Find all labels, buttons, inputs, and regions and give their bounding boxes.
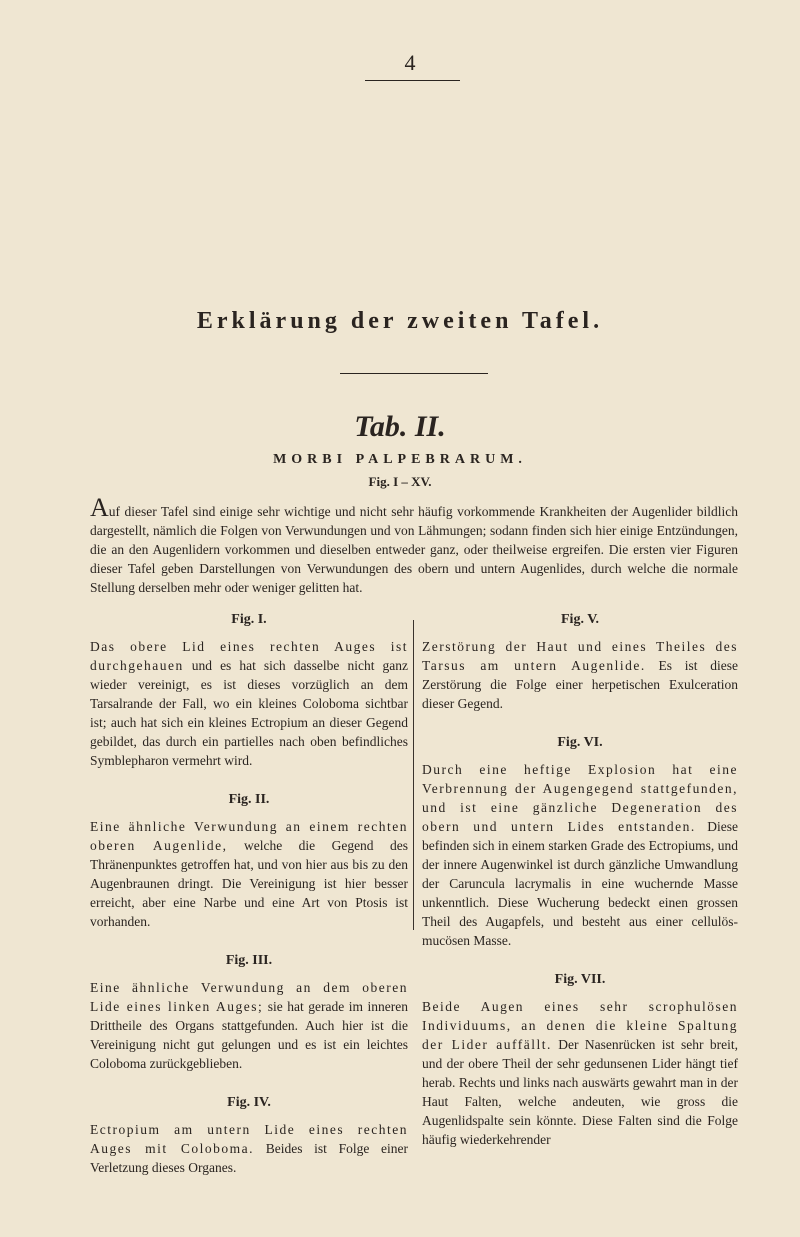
figure-heading: Fig. I.	[231, 612, 267, 627]
intro-text: uf dieser Tafel sind einige sehr wichtige und nicht sehr häufig vorkommende Krankheiten der Augenlider bildlich dargestellt, nämlich die Folgen von Verwundungen und von Lähmungen; sodann finden sich hier einige Entzündungen, die an den Augenlidern vorkommen und dieselben entweder ganz, oder theilweise ergreifen. Die ersten vier Figuren dieser Tafel geben Darstellungen von Verwundungen des obern und untern Augenlides, durch welche die normale Stellung derselben mehr oder weniger gelitten hat.	[90, 504, 738, 595]
figure-heading: Fig. VII.	[554, 972, 606, 987]
figure-heading: Fig. III.	[225, 953, 273, 968]
figure-heading: Fig. VI.	[557, 735, 603, 750]
figure-body: welche die Gegend des Thränenpunktes getroffen hat, und von hier aus bis zu den Augenbraunen dringt. Die Vereinigung ist hier besser erreicht, aber eine Narbe und eine Art von Ptosis ist vorhanden.	[90, 838, 408, 929]
figure-description	[422, 997, 738, 1149]
figure-entry	[90, 610, 408, 770]
figure-lead: Zerstörung der Haut und eines Theiles des Tarsus am untern Augenlide.	[422, 639, 738, 673]
page-number-rule	[365, 80, 460, 81]
figure-description	[90, 637, 408, 770]
figure-description	[422, 637, 738, 713]
page-title: Erklärung der zweiten Tafel.	[196, 308, 604, 334]
figure-lead: Beide Augen eines sehr scrophulösen Individuums, an denen die kleine Spaltung der Lider auffällt.	[422, 999, 738, 1052]
figure-heading: Fig. IV.	[227, 1095, 271, 1110]
figure-lead: Das obere Lid eines rechten Auges ist durchgehauen	[90, 639, 408, 673]
figure-body: Beides ist Folge einer Verletzung dieses Organes.	[90, 1141, 409, 1175]
intro-paragraph	[90, 493, 738, 597]
drop-initial: A	[90, 493, 109, 522]
figure-entry	[90, 790, 408, 931]
figure-entry	[422, 970, 738, 1149]
figure-body: Diese befinden sich in einem starken Grade des Ectropiums, und der innere Augenwinkel ist durch gänzliche Umwandlung der Caruncula lacrymalis in eine wuchernde Masse unkenntlich. Diese Wucherung bedeckt einen grossen Theil des Augapfels, und besteht aus einer cellulös-mucösen Masse.	[422, 819, 738, 948]
column-divider	[413, 620, 414, 930]
figure-heading: Fig. V.	[561, 612, 599, 627]
figure-heading: Fig. II.	[228, 792, 270, 807]
left-column	[90, 610, 408, 1197]
figure-lead: Ectropium am untern Lide eines rechten Auges mit Coloboma.	[90, 1122, 408, 1156]
plate-number: Tab. II.	[354, 410, 446, 443]
figure-entry	[422, 610, 738, 713]
figure-entry	[90, 1093, 408, 1177]
figure-body: Der Nasenrücken ist sehr breit, und der obere Theil der sehr gedunsenen Lider hängt tief herab. Rechts und links nach auswärts gewahrt man in der Haut Falten, welche andeuten, wie gross die Augenlidspalte sein könnte. Diese Falten sind die Folge häufig wiederkehrender	[422, 1037, 738, 1147]
title-divider	[340, 373, 488, 374]
figure-body: und es hat sich dasselbe nicht ganz wieder vereinigt, es ist dieses vorzüglich an dem Tarsalrande der Fall, wo ein kleines Coloboma sichtbar ist; auch hat sich ein kleines Ectropium an dieser Gegend gebildet, das durch ein partielles nach oben befindliches Symblepharon vermehrt wird.	[90, 658, 408, 768]
figure-range: Fig. I – XV.	[368, 474, 432, 489]
figure-entry	[90, 951, 408, 1073]
plate-name: MORBI PALPEBRARUM.	[273, 452, 527, 467]
page-number: 4	[404, 50, 416, 75]
right-column	[422, 610, 738, 1169]
figure-entry	[422, 733, 738, 950]
figure-body: Es ist diese Zerstörung die Folge einer herpetischen Exulceration dieser Gegend.	[422, 658, 738, 711]
figure-description	[90, 978, 408, 1073]
figure-description	[422, 760, 738, 950]
figure-lead: Eine ähnliche Verwundung an dem oberen Lide eines linken Auges;	[90, 980, 408, 1014]
figure-description	[90, 1120, 408, 1177]
figure-lead: Eine ähnliche Verwundung an einem rechten oberen Augenlide,	[90, 819, 408, 853]
figure-lead: Durch eine heftige Explosion hat eine Verbrennung der Augengegend stattgefunden, und ist eine gänzliche Degeneration des obern und untern Lides entstanden.	[422, 762, 738, 834]
figure-description	[90, 817, 408, 931]
figure-body: sie hat gerade im inneren Drittheile des Organs stattgefunden. Auch hier ist die Vereinigung nicht gut gelungen und es ist ein leichtes Coloboma zurückgeblieben.	[90, 999, 408, 1071]
